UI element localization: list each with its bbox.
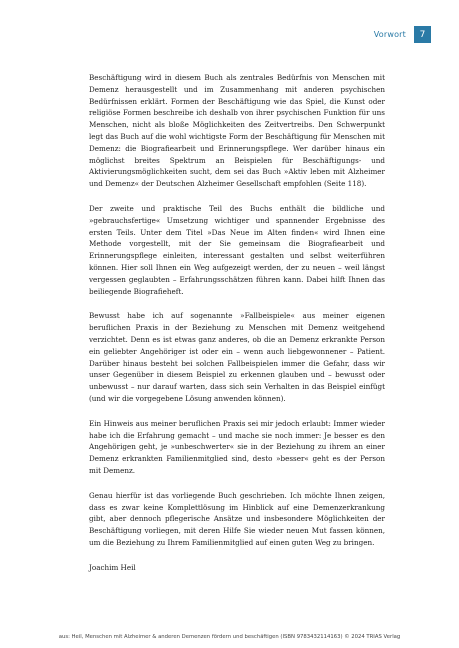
paragraph: Beschäftigung wird in diesem Buch als zentrales Bedürfnis von Menschen mit Demenz herausgestellt und im Zusammenhang mit anderen psychischen Bedürfnissen erklärt. Formen der Beschäftigung wie das Spiel, die Kunst oder religiöse Formen beschreibe ich deshalb von ihrer psychischen Funktion für uns Menschen, nicht als bloße Möglichkeiten des Zeitvertreibs. Den Schwerpunkt legt das Buch auf die wohl wichtigste Form der Beschäftigung für Menschen mit Demenz: die Biografiearbeit und Erinnerungspflege. Wer darüber hinaus ein möglichst breites Spektrum an Beispielen für Beschäftigungs- und Aktivierungsmöglichkeiten sucht, dem sei das Buch »Aktiv leben mit Alzheimer und Demenz« der Deutschen Alzheimer Gesellschaft empfohlen (Seite 118). <box>89 73 385 189</box>
page-header <box>374 26 431 43</box>
section-title: Vorwort <box>373 30 406 39</box>
paragraph: Bewusst habe ich auf sogenannte »Fallbeispiele« aus meiner eigenen beruflichen Praxis in der Beziehung zu Menschen mit Demenz weitgehend verzichtet. Denn es ist etwas ganz anderes, ob die an Demenz erkrankte Person ein geliebter Angehöriger ist oder ein – wenn auch liebgewonnener – Patient. Darüber hinaus besteht bei solchen Fallbeispielen immer die Gefahr, dass wir unser Gegenüber in diesem Beispiel zu erkennen glauben und – bewusst oder unbewusst – nur darauf warten, dass sich sein Verhalten in das Beispiel einfügt (und wir die vorgegebene Lösung anwenden können). <box>89 311 385 403</box>
paragraph: Der zweite und praktische Teil des Buchs enthält die bildliche und »gebrauchsfertige« Umsetzung wichtiger und spannender Ergebnisse des ersten Teils. Unter dem Titel »Das Neue im Alten finden« wird Ihnen eine Methode vorgestellt, mit der Sie gemeinsam die Biografiearbeit und Erinnerungspflege einleiten, interessant gestalten und selbst weiterführen können. Hier soll Ihnen ein Weg aufgezeigt werden, der zu neuen – weil längst vergessen geglaubten – Erfahrungsschätzen führen kann. Dabei hilft Ihnen das beiliegende Biografieheft. <box>89 203 385 296</box>
page-footer-citation: aus: Heil, Menschen mit Alzheimer & anderen Demenzen fördern und beschäftigen (ISBN 9783432114163) © 2024 TRIAS Verlag <box>58 634 401 640</box>
body-text <box>89 72 385 573</box>
author-signature: Joachim Heil <box>89 562 136 572</box>
page-number-badge: 7 <box>414 26 431 43</box>
paragraph: Ein Hinweis aus meiner beruflichen Praxis sei mir jedoch erlaubt: Immer wieder habe ich die Erfahrung gemacht – und mache sie noch immer: Je besser es den Angehörigen geht, je »unbeschwerter« sie in der Beziehung zu ihrem an einer Demenz erkrankten Familienmitglied sind, desto »besser« geht es der Person mit Demenz. <box>89 418 385 475</box>
paragraph: Genau hierfür ist das vorliegende Buch geschrieben. Ich möchte Ihnen zeigen, dass es zwar keine Komplettlösung im Hinblick auf eine Demenzerkrankung gibt, aber dennoch pflegerische Ansätze und insbesondere Möglichkeiten der Beschäftigung vorliegen, mit deren Hilfe Sie wieder neuen Mut fassen können, um die Beziehung zu Ihrem Familienmitglied auf einen guten Weg zu bringen. <box>89 490 385 547</box>
